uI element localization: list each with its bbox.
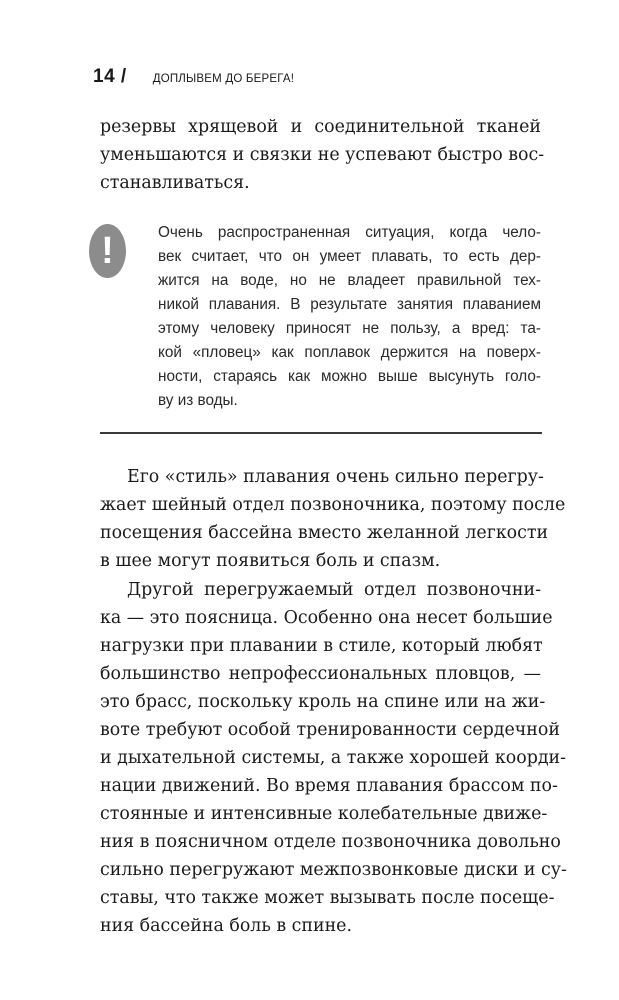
page-header [93, 66, 294, 88]
note-line: Очень распространенная ситуация, когда чело- [158, 224, 541, 241]
text-line: ния в поясничном отделе позвоночника довольно [100, 832, 561, 852]
note-line: век считает, что он умеет плавать, то есть дер- [158, 248, 541, 265]
page-number: 14 / [93, 66, 127, 87]
text-line: и дыхательной системы, а также хорошей коорди- [100, 748, 567, 768]
text-line: Другой перегружаемый отдел позвоночни- [127, 580, 541, 600]
text-line: ка — это поясница. Особенно она несет большие [100, 608, 553, 628]
note-line: кой «пловец» как поплавок держится на поверх- [158, 344, 541, 361]
text-line: большинство непрофессиональных пловцов, — [100, 664, 541, 684]
text-line: воте требуют особой тренированности сердечной [100, 720, 560, 740]
exclamation-icon [89, 224, 126, 278]
text-line: ния бассейна боль в спине. [100, 916, 353, 936]
text-line: посещения бассейна вместо желанной легкости [100, 523, 549, 543]
note-line: жится на воде, но не владеет правильной тех- [158, 272, 541, 289]
text-line: уменьшаются и связки не успевают быстро вос- [100, 145, 545, 165]
text-line: нации движений. Во время плавания брассом по- [100, 776, 558, 796]
text-line: это брасс, поскольку кроль на спине или на жи- [100, 692, 546, 712]
section-divider [100, 432, 542, 434]
text-line: в шее могут появиться боль и спазм. [100, 551, 441, 571]
note-line: ности, стараясь как можно выше высунуть голо- [158, 368, 541, 385]
text-line: станавливаться. [100, 173, 250, 193]
text-line: жает шейный отдел позвоночника, поэтому после [100, 495, 566, 515]
note-line: этому человеку приносят не пользу, а вред: та- [158, 320, 541, 337]
text-line: Его «стиль» плавания очень сильно перегру- [127, 467, 544, 487]
running-title: ДОПЛЫВЕМ ДО БЕРЕГА! [152, 73, 295, 85]
note-line: ву из воды. [158, 392, 238, 409]
text-line: резервы хрящевой и соединительной тканей [100, 117, 541, 137]
text-line: сильно перегружают межпозвонковые диски и су- [100, 860, 567, 880]
text-line: стоянные и интенсивные колебательные движе- [100, 804, 548, 824]
note-line: никой плавания. В результате занятия плаванием [158, 296, 541, 313]
exclamation-glyph: ! [101, 230, 114, 272]
text-line: нагрузки при плавании в стиле, который любят [100, 636, 543, 656]
text-line: ставы, что также может вызывать после посеще- [100, 888, 555, 908]
